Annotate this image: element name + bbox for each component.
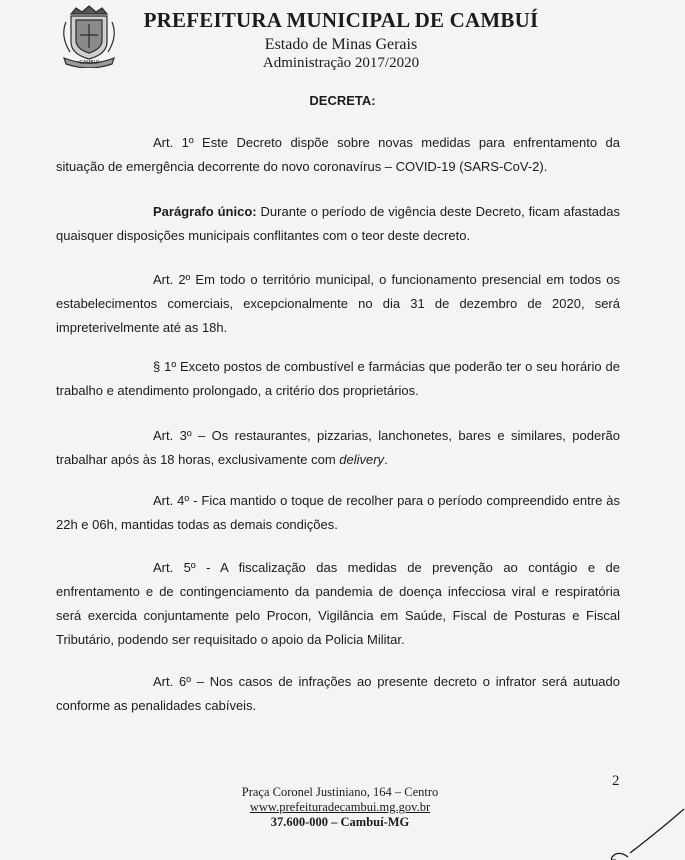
footer-address: Praça Coronel Justiniano, 164 – Centro [241,785,439,799]
paragraph-text: Art. 2º Em todo o território municipal, o funcionamento presencial em todos os estabelecimentos comerciais, excepcionalmente no dia 31 de dezembro de 2020, será impreterivelmente até as 18h. [56,272,620,335]
administration-term: Administração 2017/2020 [262,55,420,71]
paragraph-text: Art. 5º - A fiscalização das medidas de prevenção ao contágio e de enfrentamento e de contingenciamento da pandemia de doença infecciosa viral e respiratória será exercida conjuntamente pelo Procon, Vigilância em Saúde, Fiscal de Posturas e Fiscal Tributário, podendo ser requisitado o apoio da Policia Militar. [56,560,620,647]
svg-text:CAMBUÍ: CAMBUÍ [79,60,99,66]
article-6 [56,670,620,718]
paragraph-text: Art. 4º - Fica mantido o toque de recolher para o período compreendido entre às 22h e 06h, mantidas todas as demais condições. [56,493,620,532]
article-3 [56,424,620,472]
article-5 [56,556,620,652]
signature-icon [600,805,685,860]
paragraph-text: § 1º Exceto postos de combustível e farmácias que poderão ter o seu horário de trabalho e atendimento prolongado, a critério dos proprietários. [56,359,620,398]
article-2 [56,268,620,340]
paragraph-text: Art. 6º – Nos casos de infrações ao presente decreto o infrator será autuado conforme as penalidades cabíveis. [56,674,620,713]
sole-paragraph [56,200,620,248]
delivery-emphasis: delivery [339,452,385,467]
article-2-paragraph-1 [56,355,620,403]
footer-website-link[interactable]: www.prefeituradecambui.mg.gov.br [249,800,431,814]
letterhead [0,0,685,80]
footer-postal: 37.600-000 – Cambuí-MG [270,815,410,829]
footer [190,785,490,830]
paragraph-text: Art. 3º – Os restaurantes, pizzarias, lanchonetes, bares e similares, poderão trabalhar após às 18 horas, exclusivamente com [56,428,620,467]
paragraph-lead: Parágrafo único: [153,204,257,219]
paragraph-tail: . [384,452,388,467]
paragraph-text: Durante o período de vigência deste Decreto, ficam afastadas quaisquer disposições municipais conflitantes com o teor deste decreto. [56,204,620,243]
page-number: 2 [612,773,620,789]
paragraph-text: Art. 1º Este Decreto dispõe sobre novas medidas para enfrentamento da situação de emergência decorrente do novo coronavírus – COVID-19 (SARS-CoV-2). [56,135,620,174]
article-1 [56,131,620,179]
state-subtitle: Estado de Minas Gerais [264,36,418,53]
municipality-title: PREFEITURA MUNICIPAL DE CAMBUÍ [143,8,539,32]
article-4 [56,489,620,537]
coat-of-arms-icon [56,2,122,68]
decree-heading: DECRETA: [309,93,376,108]
